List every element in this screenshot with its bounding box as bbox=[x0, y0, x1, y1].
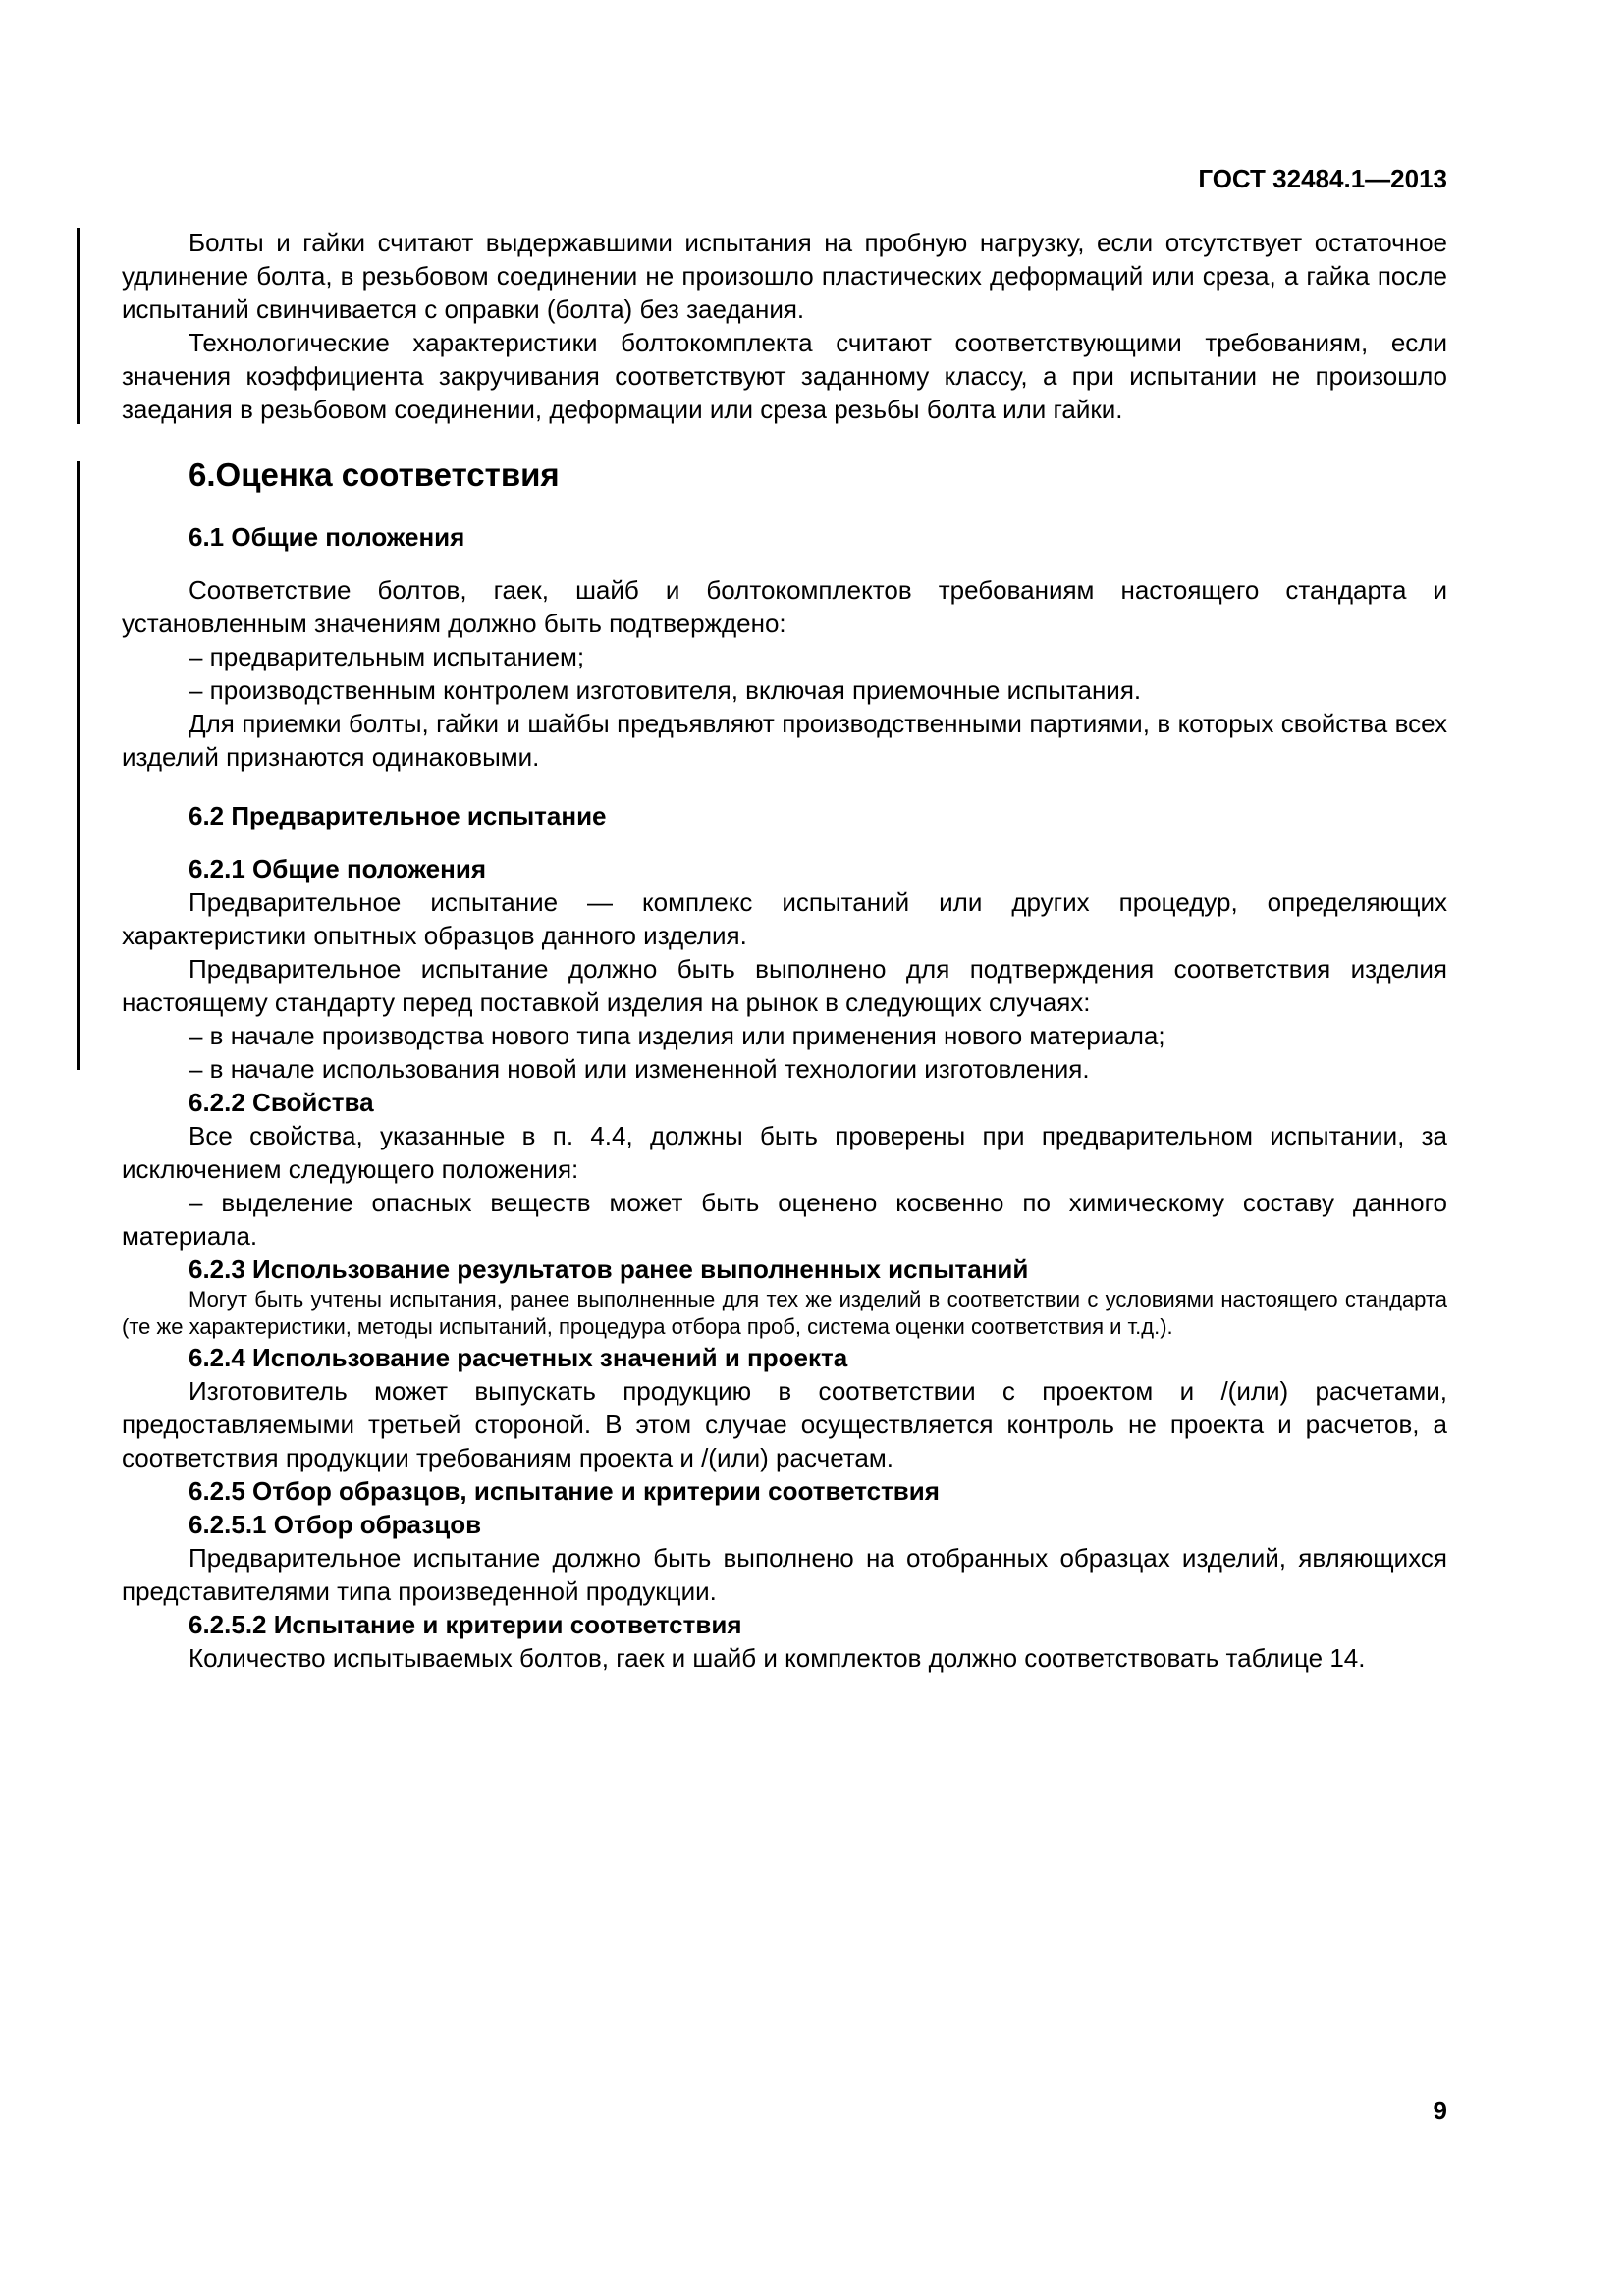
paragraph: Технологические характеристики болтокомплекта считают соответствующими требованиям, если значения коэффициента закручивания соответствуют заданному классу, а при испытании не произошло заедания в резьбовом соединении, деформации или среза резьбы болта или гайки. bbox=[122, 328, 1447, 424]
paragraph: Все свойства, указанные в п. 4.4, должны быть проверены при предварительном испытании, за исключением следующего положения: bbox=[122, 1121, 1447, 1184]
list-item: – в начале использования новой или измененной технологии изготовления. bbox=[189, 1054, 1090, 1084]
page-number: 9 bbox=[1433, 2096, 1447, 2125]
paragraph: Предварительное испытание должно быть выполнено на отобранных образцах изделий, являющихся представителями типа произведенной продукции. bbox=[122, 1543, 1447, 1606]
paragraph: Соответствие болтов, гаек, шайб и болтокомплектов требованиям настоящего стандарта и установленным значениям должно быть подтверждено: bbox=[122, 575, 1447, 638]
list-item: – производственным контролем изготовителя, включая приемочные испытания. bbox=[189, 675, 1142, 705]
section-heading: 6.Оценка соответствия bbox=[189, 456, 560, 493]
subsection-heading: 6.2.4 Использование расчетных значений и проекта bbox=[189, 1343, 848, 1372]
subsection-heading: 6.1 Общие положения bbox=[189, 522, 465, 552]
subsection-heading: 6.2.5.2 Испытание и критерии соответствия bbox=[189, 1610, 742, 1639]
document-body bbox=[122, 226, 1447, 1675]
list-item: – предварительным испытанием; bbox=[189, 642, 585, 671]
list-item: – в начале производства нового типа изделия или применения нового материала; bbox=[189, 1021, 1165, 1050]
subsection-heading: 6.2.5.1 Отбор образцов bbox=[189, 1510, 482, 1539]
list-item: – выделение опасных веществ может быть оценено косвенно по химическому составу данного материала. bbox=[122, 1188, 1447, 1251]
paragraph: Болты и гайки считают выдержавшими испытания на пробную нагрузку, если отсутствует остаточное удлинение болта, в резьбовом соединении не произошло пластических деформаций или среза, а гайка после испытаний свинчивается с оправки (болта) без заедания. bbox=[122, 228, 1447, 324]
paragraph: Для приемки болты, гайки и шайбы предъявляют производственными партиями, в которых свойства всех изделий признаются одинаковыми. bbox=[122, 709, 1447, 772]
paragraph: Могут быть учтены испытания, ранее выполненные для тех же изделий в соответствии с условиями настоящего стандарта (те же характеристики, методы испытаний, процедура отбора проб, система оценки соответствия и т.д.). bbox=[122, 1287, 1447, 1339]
paragraph: Изготовитель может выпускать продукцию в соответствии с проектом и /(или) расчетами, предоставляемыми третьей стороной. В этом случае осуществляется контроль не проекта и расчетов, а соответствия продукции требованиям проекта и /(или) расчетам. bbox=[122, 1376, 1447, 1472]
change-bar bbox=[77, 228, 80, 424]
change-bar bbox=[77, 461, 80, 1070]
subsection-heading: 6.2.2 Свойства bbox=[189, 1088, 374, 1117]
subsection-heading: 6.2.1 Общие положения bbox=[189, 854, 486, 883]
subsection-heading: 6.2.5 Отбор образцов, испытание и критерии соответствия bbox=[189, 1476, 940, 1506]
paragraph: Предварительное испытание — комплекс испытаний или других процедур, определяющих характеристики опытных образцов данного изделия. bbox=[122, 887, 1447, 950]
paragraph: Количество испытываемых болтов, гаек и шайб и комплектов должно соответствовать таблице 14. bbox=[189, 1643, 1366, 1673]
subsection-heading: 6.2.3 Использование результатов ранее выполненных испытаний bbox=[189, 1255, 1029, 1284]
paragraph: Предварительное испытание должно быть выполнено для подтверждения соответствия изделия настоящему стандарту перед поставкой изделия на рынок в следующих случаях: bbox=[122, 954, 1447, 1017]
subsection-heading: 6.2 Предварительное испытание bbox=[189, 801, 607, 830]
document-header: ГОСТ 32484.1—2013 bbox=[1198, 164, 1447, 193]
